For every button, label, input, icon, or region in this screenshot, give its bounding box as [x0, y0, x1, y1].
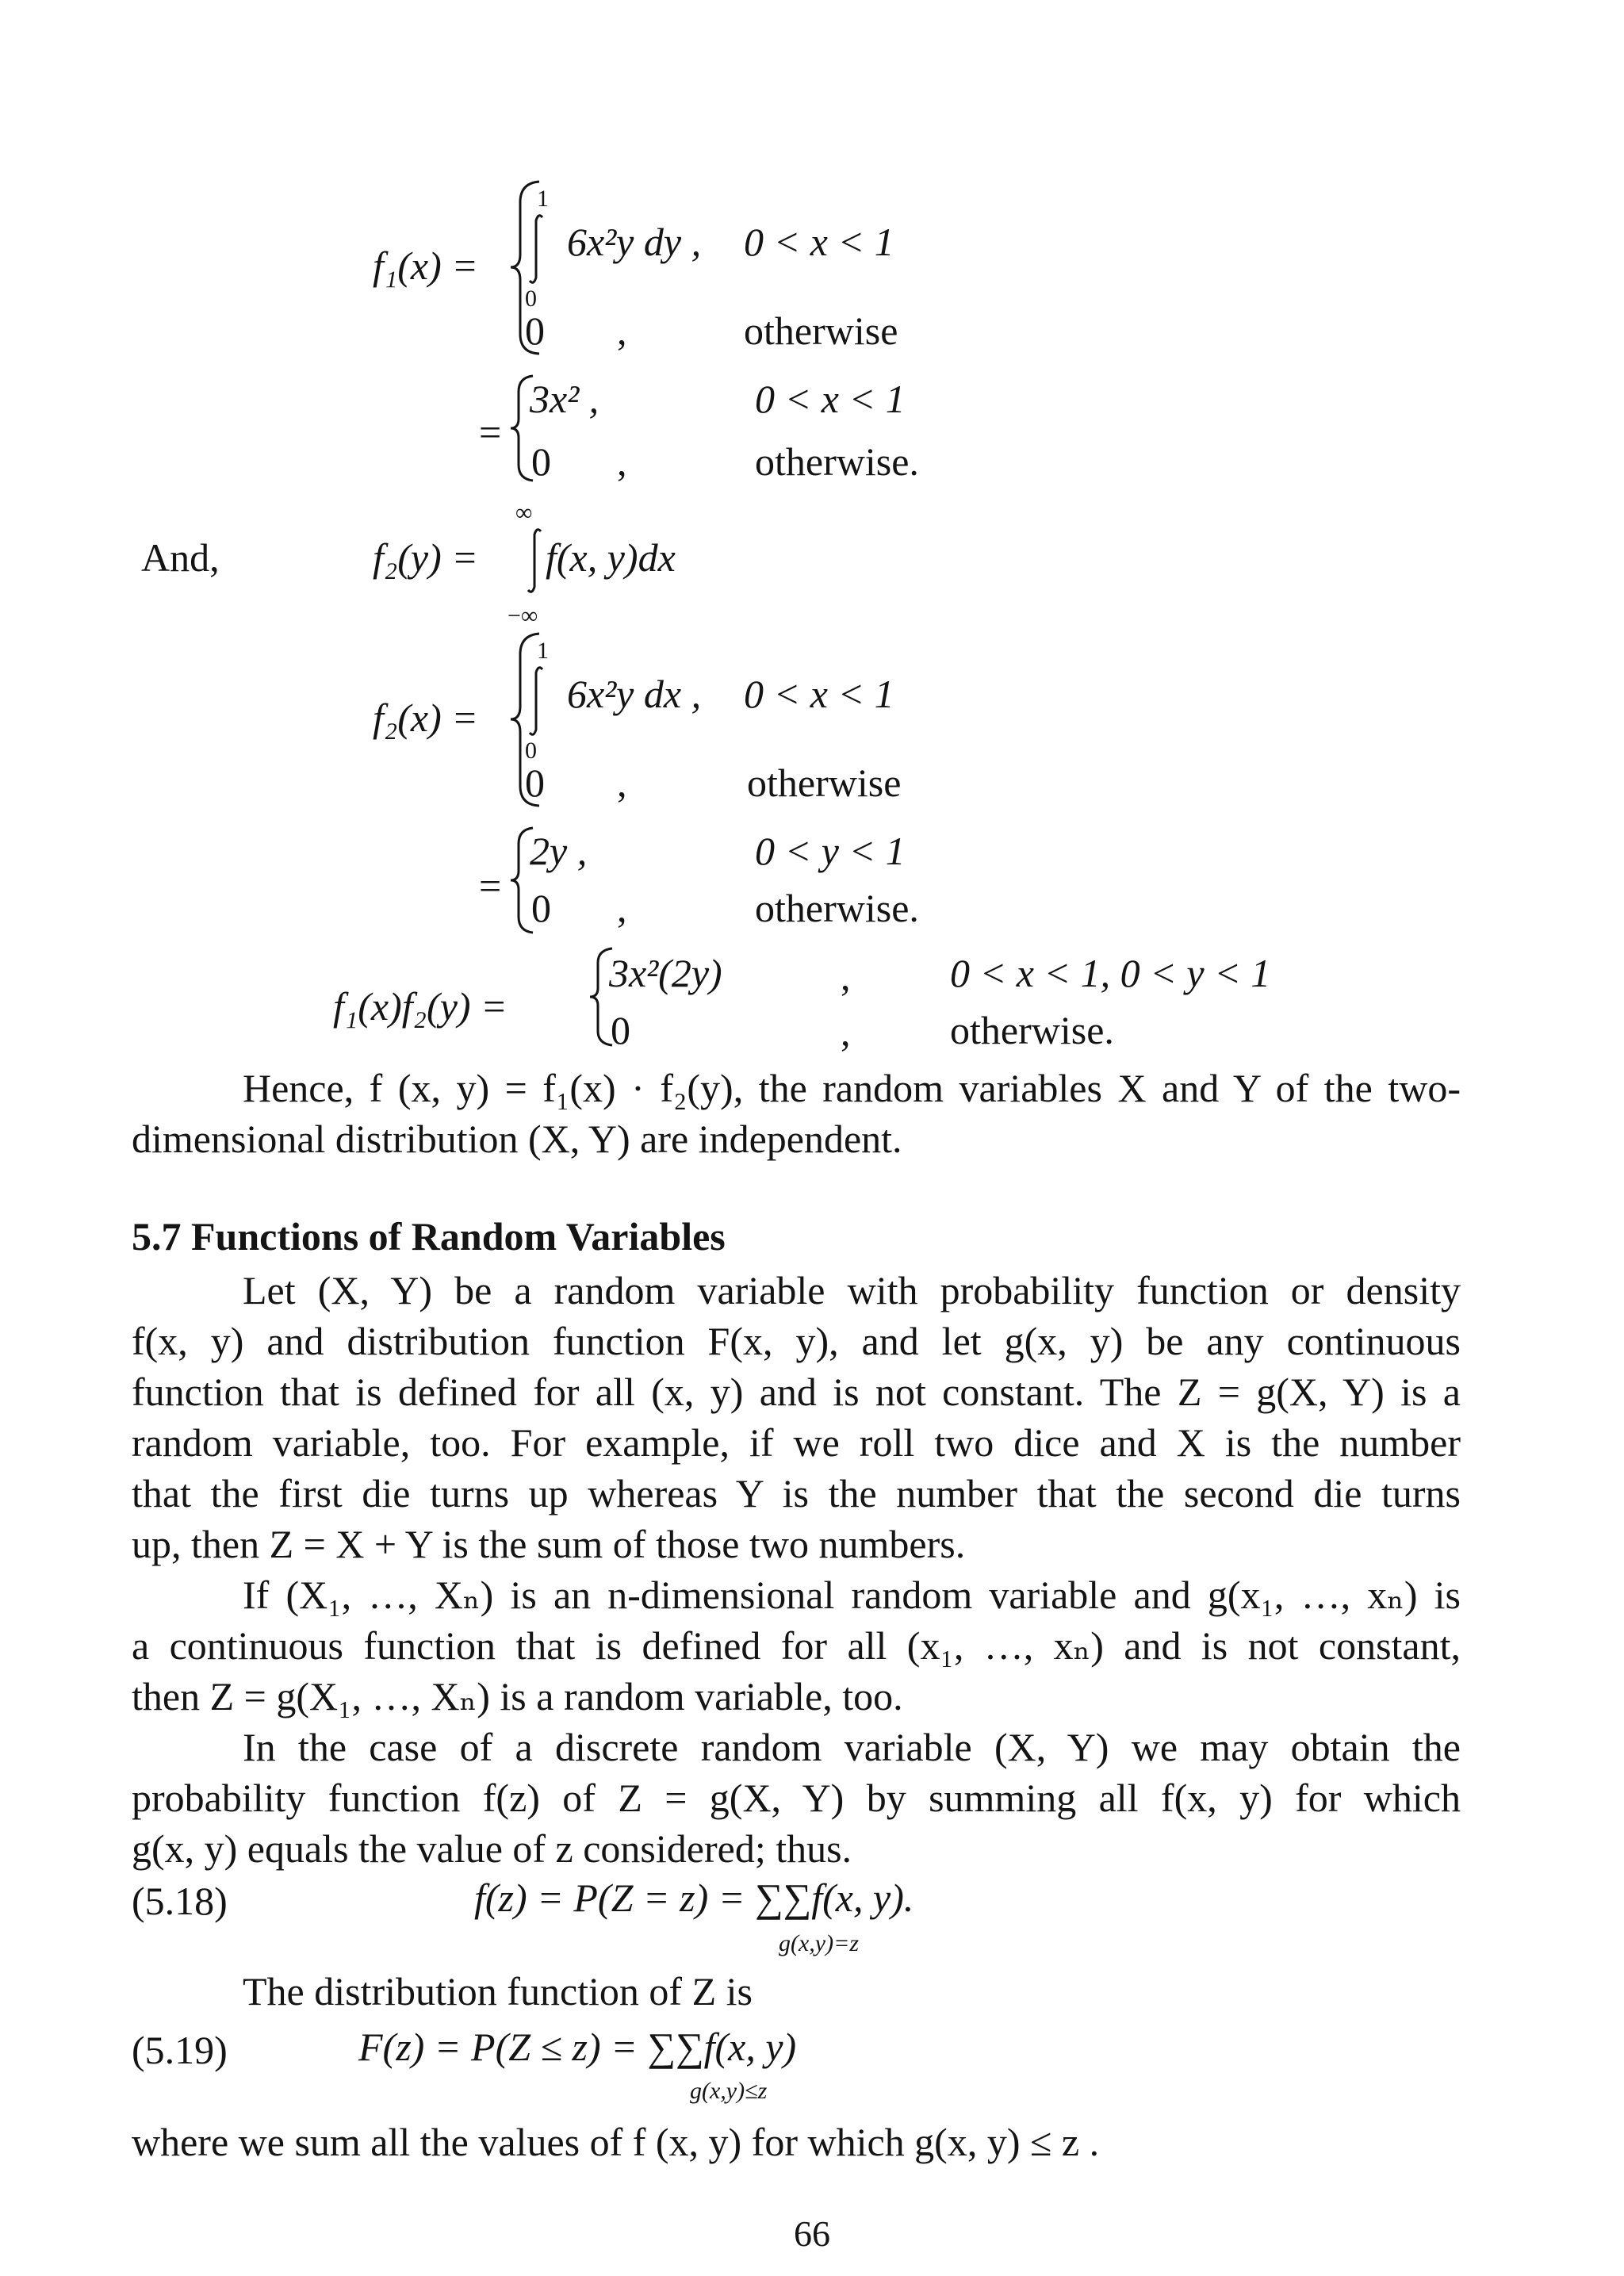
equation-formula: f(z) = P(Z = z) = ∑∑f(x, y). — [474, 1876, 914, 1920]
paragraph-line: probability function f(z) of Z = g(X, Y) by summing all f(x, y) for which — [132, 1776, 1461, 1820]
f1-result-eq: = — [479, 410, 502, 454]
f2-result-value: 2y , — [530, 829, 588, 873]
product-value: 3x²(2y) — [609, 951, 722, 995]
f2-lhs: f₂(x) = — [373, 695, 479, 740]
distribution-intro: The distribution function of Z is — [243, 1969, 753, 2014]
f2-def-lhs: f₂(y) = — [373, 535, 479, 580]
paragraph-line: then Z = g(X₁, …, Xₙ) is a random variable, too. — [132, 1674, 903, 1718]
f2-def-upper: ∞ — [515, 500, 533, 526]
product-condition: 0 < x < 1, 0 < y < 1 — [950, 951, 1271, 995]
functions-paragraph-2 — [132, 1569, 1461, 1722]
product-comma-2: , — [841, 1010, 851, 1054]
paragraph-line: function that is defined for all (x, y) and is not constant. The Z = g(X, Y) is a — [132, 1370, 1461, 1414]
equation-label: (5.19) — [132, 2028, 228, 2072]
paragraph-line: If (X₁, …, Xₙ) is an n-dimensional random variable and g(x₁, …, xₙ) is — [243, 1573, 1461, 1617]
f2-zero: 0 — [525, 761, 545, 805]
paragraph-line: random variable, too. For example, if we roll two dice and X is the number — [132, 1420, 1461, 1465]
f2-integral-upper: 1 — [537, 638, 549, 664]
f2-def-integrand: f(x, y)dx — [546, 535, 676, 580]
product-lhs: f₁(x)f₂(y) = — [333, 984, 508, 1029]
f1-result-zero: 0 — [531, 439, 551, 484]
integral-sign-icon — [525, 213, 549, 285]
closing-sentence: where we sum all the values of f (x, y) for which g(x, y) ≤ z . — [132, 2120, 1100, 2164]
f2-comma: , — [617, 761, 627, 805]
equation-label: (5.18) — [132, 1879, 228, 1923]
integral-sign-icon — [525, 665, 549, 738]
f1-zero: 0 — [525, 308, 545, 353]
section-heading: 5.7 Functions of Random Variables — [132, 1214, 726, 1259]
equation-subscript: g(x,y)=z — [779, 1930, 860, 1956]
conclusion-paragraph — [132, 1063, 1461, 1164]
paragraph-line: that the first die turns up whereas Y is the number that the second die turns — [132, 1471, 1461, 1515]
page-number: 66 — [794, 2213, 830, 2254]
f1-lhs: f₁(x) = — [373, 243, 479, 288]
f1-integrand: 6x²y dy , — [567, 220, 702, 264]
paragraph-line: a continuous function that is defined for all (x₁, …, xₙ) and is not constant, — [132, 1623, 1461, 1668]
integral-sign-icon — [523, 527, 547, 595]
equation-subscript: g(x,y)≤z — [690, 2078, 768, 2104]
conclusion-line: Hence, f (x, y) = f₁(x) · f₂(y), the random variables X and Y of the two- — [243, 1066, 1461, 1110]
f1-condition: 0 < x < 1 — [744, 220, 894, 264]
f1-result-comma: , — [617, 439, 627, 484]
f2-otherwise: otherwise — [747, 761, 902, 805]
paragraph-line: Let (X, Y) be a random variable with probability function or density — [243, 1268, 1461, 1312]
f1-integral-lower: 0 — [525, 285, 537, 312]
f2-integrand: 6x²y dx , — [567, 672, 702, 716]
f2-integral-lower: 0 — [525, 738, 537, 764]
f1-otherwise: otherwise — [744, 308, 898, 353]
product-comma-1: , — [841, 954, 851, 998]
f1-comma: , — [617, 308, 627, 353]
product-zero: 0 — [611, 1008, 630, 1052]
f1-result-otherwise: otherwise. — [755, 439, 919, 484]
f2-result-eq: = — [479, 864, 502, 908]
paragraph-line: f(x, y) and distribution function F(x, y), and let g(x, y) be any continuous — [132, 1319, 1461, 1363]
f2-result-condition: 0 < y < 1 — [755, 829, 906, 873]
product-otherwise: otherwise. — [950, 1008, 1114, 1052]
f1-result-value: 3x² , — [530, 377, 599, 421]
paragraph-line: g(x, y) equals the value of z considered; thus. — [132, 1826, 852, 1871]
paragraph-line: In the case of a discrete random variable (X, Y) we may obtain the — [243, 1725, 1461, 1769]
f2-result-comma: , — [617, 886, 627, 930]
f2-result-zero: 0 — [531, 886, 551, 930]
paragraph-line: up, then Z = X + Y is the sum of those two numbers. — [132, 1522, 966, 1566]
f1-result-condition: 0 < x < 1 — [755, 377, 906, 421]
equation-formula: F(z) = P(Z ≤ z) = ∑∑f(x, y) — [358, 2025, 797, 2069]
f2-def-lower: −∞ — [508, 603, 538, 629]
functions-paragraph-3 — [132, 1722, 1461, 1874]
and-label: And, — [141, 535, 220, 580]
conclusion-line: dimensional distribution (X, Y) are independent. — [132, 1117, 902, 1161]
f1-integral-upper: 1 — [537, 186, 549, 212]
f2-result-otherwise: otherwise. — [755, 886, 919, 930]
functions-paragraph-1 — [132, 1265, 1461, 1569]
f2-condition: 0 < x < 1 — [744, 672, 894, 716]
